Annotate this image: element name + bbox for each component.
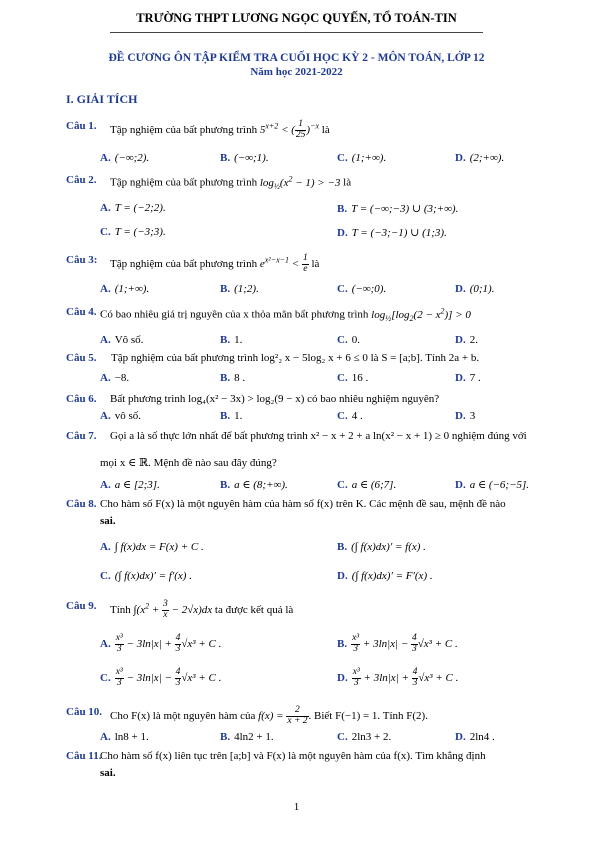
q6-number: Câu 6. bbox=[66, 393, 97, 405]
q9-option-c[interactable]: C. $\frac{\text{x³}}{3}$ − 3ln|x| − $\frac{4}{3}$ √x³ + C . bbox=[100, 667, 222, 688]
q8-option-d[interactable]: D. (∫ f(x)dx)′ = F′(x) . bbox=[337, 570, 433, 582]
q10-option-d[interactable]: D. 2ln4 . bbox=[455, 731, 495, 743]
q8-option-b[interactable]: B. (∫ f(x)dx)′ = f(x) . bbox=[337, 541, 426, 553]
school-header: TRƯỜNG THPT LƯƠNG NGỌC QUYẾN, TỔ TOÁN-TIN bbox=[136, 11, 457, 25]
q2-end: là bbox=[343, 176, 352, 189]
q3-text: Tập nghiệm của bất phương trình bbox=[110, 258, 258, 270]
q4-option-d[interactable]: D. 2. bbox=[455, 334, 478, 346]
q5-option-a[interactable]: A. −8. bbox=[100, 372, 130, 384]
q3-number: Câu 3: bbox=[66, 254, 98, 266]
q1-option-c[interactable]: C. (1;+∞). bbox=[337, 152, 387, 164]
q7-option-a[interactable]: A. a ∈ [2;3]. bbox=[100, 479, 160, 491]
q9-end: ta được kết quả là bbox=[214, 604, 294, 616]
q4-formula: $\log_{\frac{1}{2}}[\log_2(2 - x^2)] > 0$ bbox=[371, 306, 471, 323]
q9-option-d[interactable]: D. $\frac{\text{x³}}{3}$ + 3ln|x| + $\frac{4}{3}$ √x³ + C . bbox=[337, 667, 459, 688]
document-title: ĐỀ CƯƠNG ÔN TẬP KIỂM TRA CUỐI HỌC KỲ 2 - MÔN TOÁN, LỚP 12 bbox=[108, 52, 485, 64]
q5-number: Câu 5. bbox=[66, 352, 97, 364]
q9-text: Tính bbox=[110, 604, 131, 616]
q3-end: là bbox=[311, 258, 320, 270]
page-number: 1 bbox=[293, 801, 300, 813]
q1-number: Câu 1. bbox=[66, 120, 97, 132]
q1-option-a[interactable]: A. (−∞;2). bbox=[100, 152, 150, 164]
q3-option-c[interactable]: C. (−∞;0). bbox=[337, 283, 387, 295]
q5-option-b[interactable]: B. 8 . bbox=[220, 372, 246, 384]
q8-option-a[interactable]: A. ∫ f(x)dx = F(x) + C . bbox=[100, 541, 204, 553]
q11-text: Cho hàm số f(x) liên tục trên [a;b] và F(x) là một nguyên hàm của f(x). Tìm khẳng định bbox=[100, 750, 486, 762]
q2-stem bbox=[110, 174, 351, 191]
q8-text-cont: sai. bbox=[100, 515, 116, 527]
q8-number: Câu 8. bbox=[66, 498, 97, 510]
q2-option-d[interactable]: D. T = (−3;−1) ∪ (1;3). bbox=[337, 227, 447, 239]
q10-stem bbox=[110, 706, 428, 727]
q1-formula: $5^{x+2}$ < ( $\frac{1}{25}$ )$^{-x}$ bbox=[259, 119, 320, 140]
q6-option-d[interactable]: D. 3 bbox=[455, 410, 476, 422]
q10-text: Cho F(x) là một nguyên hàm của bbox=[110, 710, 256, 722]
q7-option-c[interactable]: C. a ∈ (6;7]. bbox=[337, 479, 397, 491]
q6-option-c[interactable]: C. 4 . bbox=[337, 410, 363, 422]
q2-option-a[interactable]: A. T = (−2;2). bbox=[100, 202, 166, 214]
q5-option-d[interactable]: D. 7 . bbox=[455, 372, 481, 384]
q6-option-a[interactable]: A. vô số. bbox=[100, 410, 141, 422]
q1-option-b[interactable]: B. (−∞;1). bbox=[220, 152, 269, 164]
q8-text: Cho hàm số F(x) là một nguyên hàm của hàm số f(x) trên K. Các mệnh đề sau, mệnh đề nào bbox=[100, 498, 506, 510]
q9-option-a[interactable]: A. $\frac{\text{x³}}{3}$ − 3ln|x| + $\frac{4}{3}$ √x³ + C . bbox=[100, 633, 222, 654]
q4-option-c[interactable]: C. 0. bbox=[337, 334, 360, 346]
q4-text: Có bao nhiêu giá trị nguyên của x thỏa mãn bất phương trình bbox=[100, 308, 369, 321]
section-heading: I. GIẢI TÍCH bbox=[66, 92, 138, 106]
q6-text: Bất phương trình log₄(x² − 3x) > log₂(9 − x) có bao nhiêu nghiệm nguyên? bbox=[110, 393, 440, 405]
q11-number: Câu 11. bbox=[66, 750, 102, 762]
q2-formula: $\log_{\frac{1}{2}}(x^2 - 1) > -3$ bbox=[259, 174, 344, 191]
q4-option-b[interactable]: B. 1. bbox=[220, 334, 243, 346]
q1-stem bbox=[110, 120, 330, 141]
q10-mid: . Biết F(−1) = 1. Tính F(2). bbox=[308, 710, 428, 722]
q10-number: Câu 10. bbox=[66, 706, 103, 718]
header-rule bbox=[110, 32, 483, 33]
q3-stem bbox=[110, 254, 319, 275]
q7-text-cont: mọi x ∈ ℝ. Mệnh đề nào sau đây đúng? bbox=[100, 457, 277, 469]
q2-option-b[interactable]: B. T = (−∞;−3) ∪ (3;+∞). bbox=[337, 203, 459, 215]
q6-option-b[interactable]: B. 1. bbox=[220, 410, 243, 422]
q9-stem bbox=[110, 600, 293, 621]
q7-option-d[interactable]: D. a ∈ (−6;−5]. bbox=[455, 479, 530, 491]
q9-option-b[interactable]: B. $\frac{\text{x³}}{3}$ + 3ln|x| − $\frac{4}{3}$ √x³ + C . bbox=[337, 633, 458, 654]
q7-option-b[interactable]: B. a ∈ (8;+∞). bbox=[220, 479, 288, 491]
q5-text: Tập nghiệm của bất phương trình log²₂ x − 5log₂ x + 6 ≤ 0 là S = [a;b]. Tính 2a + b. bbox=[111, 352, 480, 364]
q3-option-b[interactable]: B. (1;2). bbox=[220, 283, 259, 295]
q1-option-d[interactable]: D. (2;+∞). bbox=[455, 152, 505, 164]
q2-option-c[interactable]: C. T = (−3;3). bbox=[100, 226, 166, 238]
q2-text: Tập nghiệm của bất phương trình bbox=[110, 176, 258, 189]
q5-option-c[interactable]: C. 16 . bbox=[337, 372, 369, 384]
q4-option-a[interactable]: A. Vô số. bbox=[100, 334, 144, 346]
q3-option-d[interactable]: D. (0;1). bbox=[455, 283, 495, 295]
q10-formula: f(x) = $\frac{2}{x + 2}$ bbox=[258, 705, 308, 726]
q8-option-c[interactable]: C. (∫ f(x)dx)′ = f′(x) . bbox=[100, 570, 192, 582]
q1-end: là bbox=[321, 124, 330, 136]
q1-text: Tập nghiệm của bất phương trình bbox=[110, 124, 258, 136]
q11-text-cont: sai. bbox=[100, 767, 116, 779]
q4-number: Câu 4. bbox=[66, 306, 97, 318]
q3-option-a[interactable]: A. (1;+∞). bbox=[100, 283, 150, 295]
q9-number: Câu 9. bbox=[66, 600, 97, 612]
q7-number: Câu 7. bbox=[66, 430, 97, 442]
q3-formula: $e^{x^2-x-1}$ < $\frac{1}{e}$ bbox=[259, 253, 308, 274]
school-year: Năm học 2021-2022 bbox=[250, 66, 343, 78]
q10-option-b[interactable]: B. 4ln2 + 1. bbox=[220, 731, 274, 743]
q10-option-a[interactable]: A. ln8 + 1. bbox=[100, 731, 149, 743]
q4-stem bbox=[100, 306, 471, 323]
q7-text: Gọi a là số thực lớn nhất để bất phương trình x² − x + 2 + a ln(x² − x + 1) ≥ 0 nghiệm đúng với bbox=[110, 430, 527, 442]
q9-integral: $\int(x^2$ + $\frac{3}{x}$ − 2√x)dx bbox=[133, 599, 215, 620]
q10-option-c[interactable]: C. 2ln3 + 2. bbox=[337, 731, 392, 743]
q2-number: Câu 2. bbox=[66, 174, 97, 186]
